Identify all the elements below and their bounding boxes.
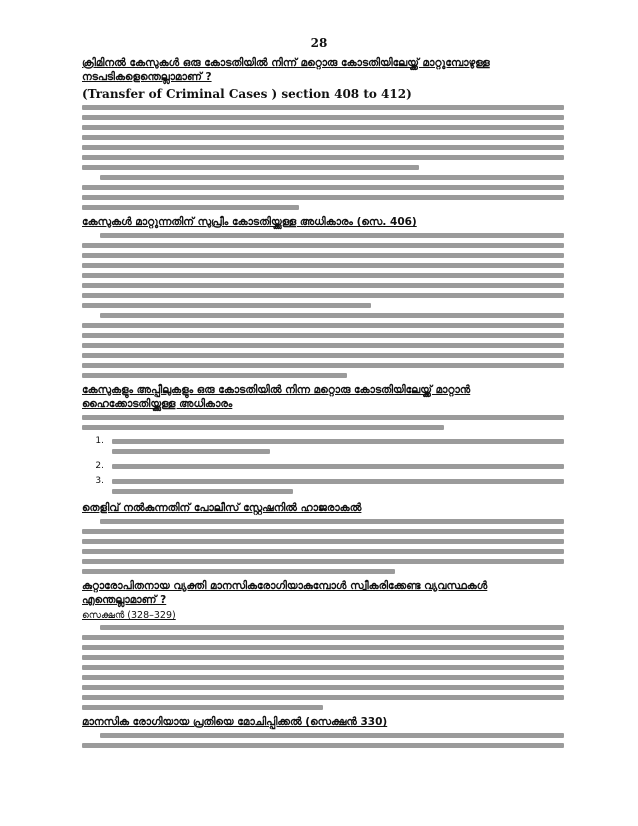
page-content bbox=[82, 54, 564, 753]
transfer-subtitle: (Transfer of Criminal Cases ) section 408 to 412) bbox=[82, 87, 412, 101]
application-paragraph bbox=[82, 313, 564, 378]
main-title: ക്രിമിനൽ കേസുകൾ ഒരു കോടതിയിൽ നിന്ന് മറ്റൊരു കോടതിയിലേയ്ക്ക് മാറ്റുമ്പോഴുള്ള നടപടികളെന്തെല്ലാമാണ് ? bbox=[82, 57, 490, 83]
list-item: 1. bbox=[82, 435, 564, 459]
list-item: 3. bbox=[82, 475, 564, 499]
second-paragraph bbox=[82, 175, 564, 210]
release-paragraph bbox=[82, 733, 564, 748]
high-court-heading: കേസുകളും അപ്പീലുകളും ഒരു കോടതിയിൽ നിന്ന മറ്റൊരു കോടതിയിലേയ്ക്ക് മാറ്റാൻ ഹൈക്കോടതിയ്ക്കുള്ള അധികാരം bbox=[82, 384, 471, 410]
supreme-court-paragraph bbox=[82, 233, 564, 308]
mentally-ill-paragraph bbox=[82, 625, 564, 710]
list-item: 2. bbox=[82, 460, 564, 474]
high-court-list bbox=[82, 435, 564, 499]
intro-paragraph bbox=[82, 105, 564, 170]
release-heading: മാനസിക രോഗിയായ പ്രതിയെ മോചിപ്പിക്കൽ (സെക്ഷൻ 330) bbox=[82, 716, 388, 728]
page-number: 28 bbox=[310, 36, 328, 50]
police-station-paragraph bbox=[82, 519, 564, 574]
police-station-heading: തെളിവ് നൽകുന്നതിന് പോലീസ് സ്റ്റേഷനിൽ ഹാജരാകൽ bbox=[82, 502, 362, 514]
mentally-ill-heading: കുറ്റാരോപിതനായ വ്യക്തി മാനസികരോഗിയാകുമ്പോൾ സ്വീകരിക്കേണ്ട വ്യവസ്ഥകൾ എന്തെല്ലാമാണ് ? bbox=[82, 580, 488, 606]
high-court-paragraph bbox=[82, 415, 564, 430]
section-reference: സെക്ഷൻ (328–329) bbox=[82, 610, 176, 621]
supreme-court-heading: കേസുകൾ മാറ്റുന്നതിന് സുപ്രീം കോടതിയ്ക്കുള്ള അധികാരം (സെ. 406) bbox=[82, 216, 417, 228]
